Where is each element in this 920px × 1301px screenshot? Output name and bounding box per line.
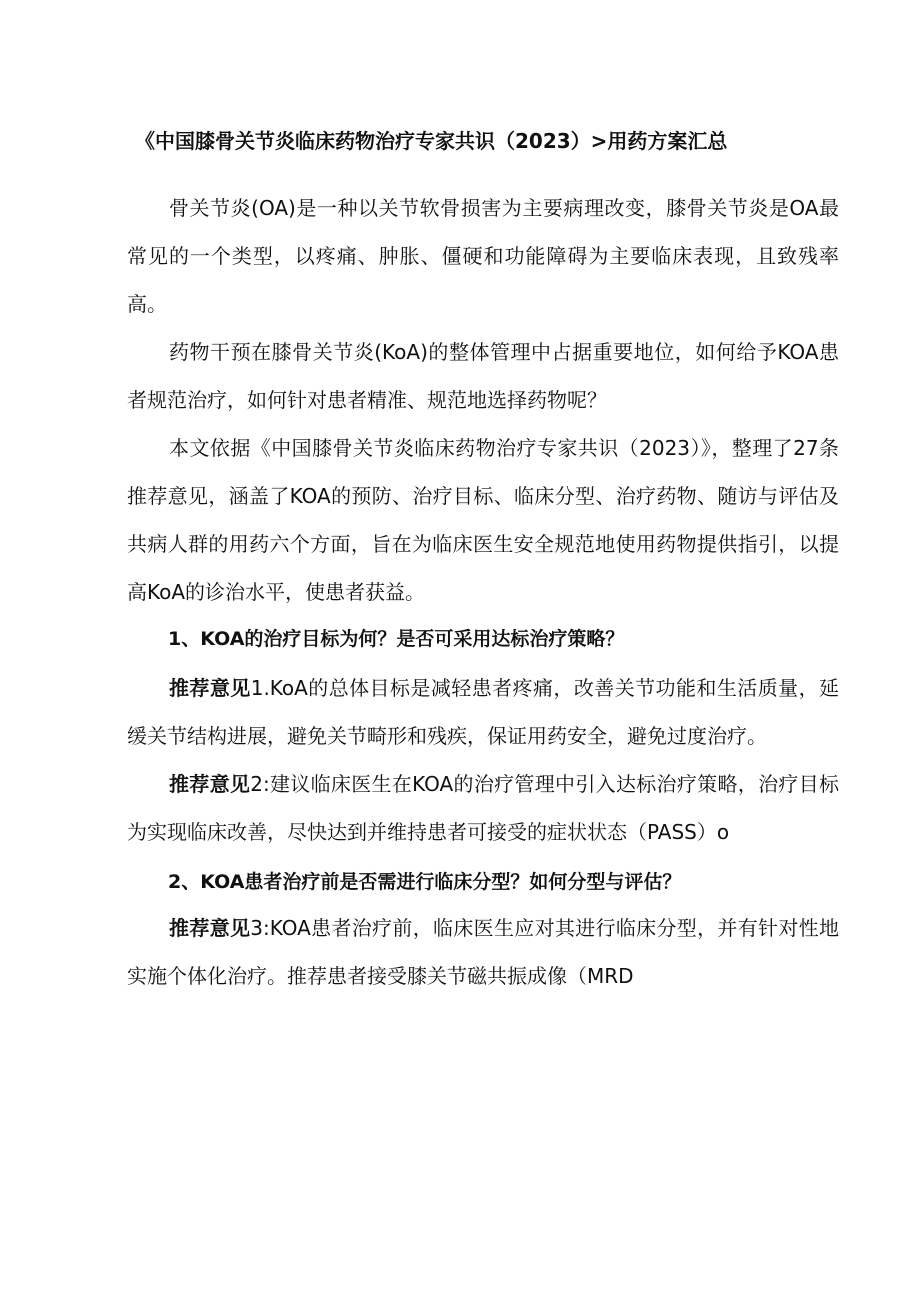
recommendation-lead: 推荐意见 [169,772,251,796]
intro-paragraph-koa: 药物干预在膝骨关节炎(KoA)的整体管理中占据重要地位，如何给予KOA患者规范治疗，如何针对患者精准、规范地选择药物呢？ [127,340,839,412]
recommendation-1 [127,664,839,760]
recommendation-text: 1.KoA的总体目标是减轻患者疼痛，改善关节功能和生活质量，延缓关节结构进展，避免关节畸形和残疾，保证用药安全，避免过度治疗。 [127,676,839,748]
recommendation-lead: 推荐意见 [169,916,251,940]
recommendation-2 [127,760,839,856]
recommendation-3 [127,904,839,1000]
document-title: 《中国膝骨关节炎临床药物治疗专家共识（2023）>用药方案汇总 [135,129,728,153]
section-heading-2: 2、KOA患者治疗前是否需进行临床分型？如何分型与评估？ [168,871,682,893]
recommendation-text: 2:建议临床医生在KOA的治疗管理中引入达标治疗策略，治疗目标为实现临床改善，尽快达到并维持患者可接受的症状状态（PASS）o [127,772,839,844]
section-heading-1: 1、KOA的治疗目标为何？是否可采用达标治疗策略？ [168,628,625,650]
recommendation-text: 3:KOA患者治疗前，临床医生应对其进行临床分型，并有针对性地实施个体化治疗。推荐患者接受膝关节磁共振成像（MRD [127,916,840,988]
recommendation-lead: 推荐意见 [169,676,251,700]
intro-paragraph-oa: 骨关节炎(OA)是一种以关节软骨损害为主要病理改变，膝骨关节炎是OA最常见的一个类型，以疼痛、肿胀、僵硬和功能障碍为主要临床表现，且致残率高。 [127,196,839,316]
intro-paragraph-source: 本文依据《中国膝骨关节炎临床药物治疗专家共识（2023）》，整理了27条推荐意见，涵盖了KOA的预防、治疗目标、临床分型、治疗药物、随访与评估及共病人群的用药六个方面，旨在为临床医生安全规范地使用药物提供指引，以提高KoA的诊治水平，使患者获益。 [127,436,839,604]
